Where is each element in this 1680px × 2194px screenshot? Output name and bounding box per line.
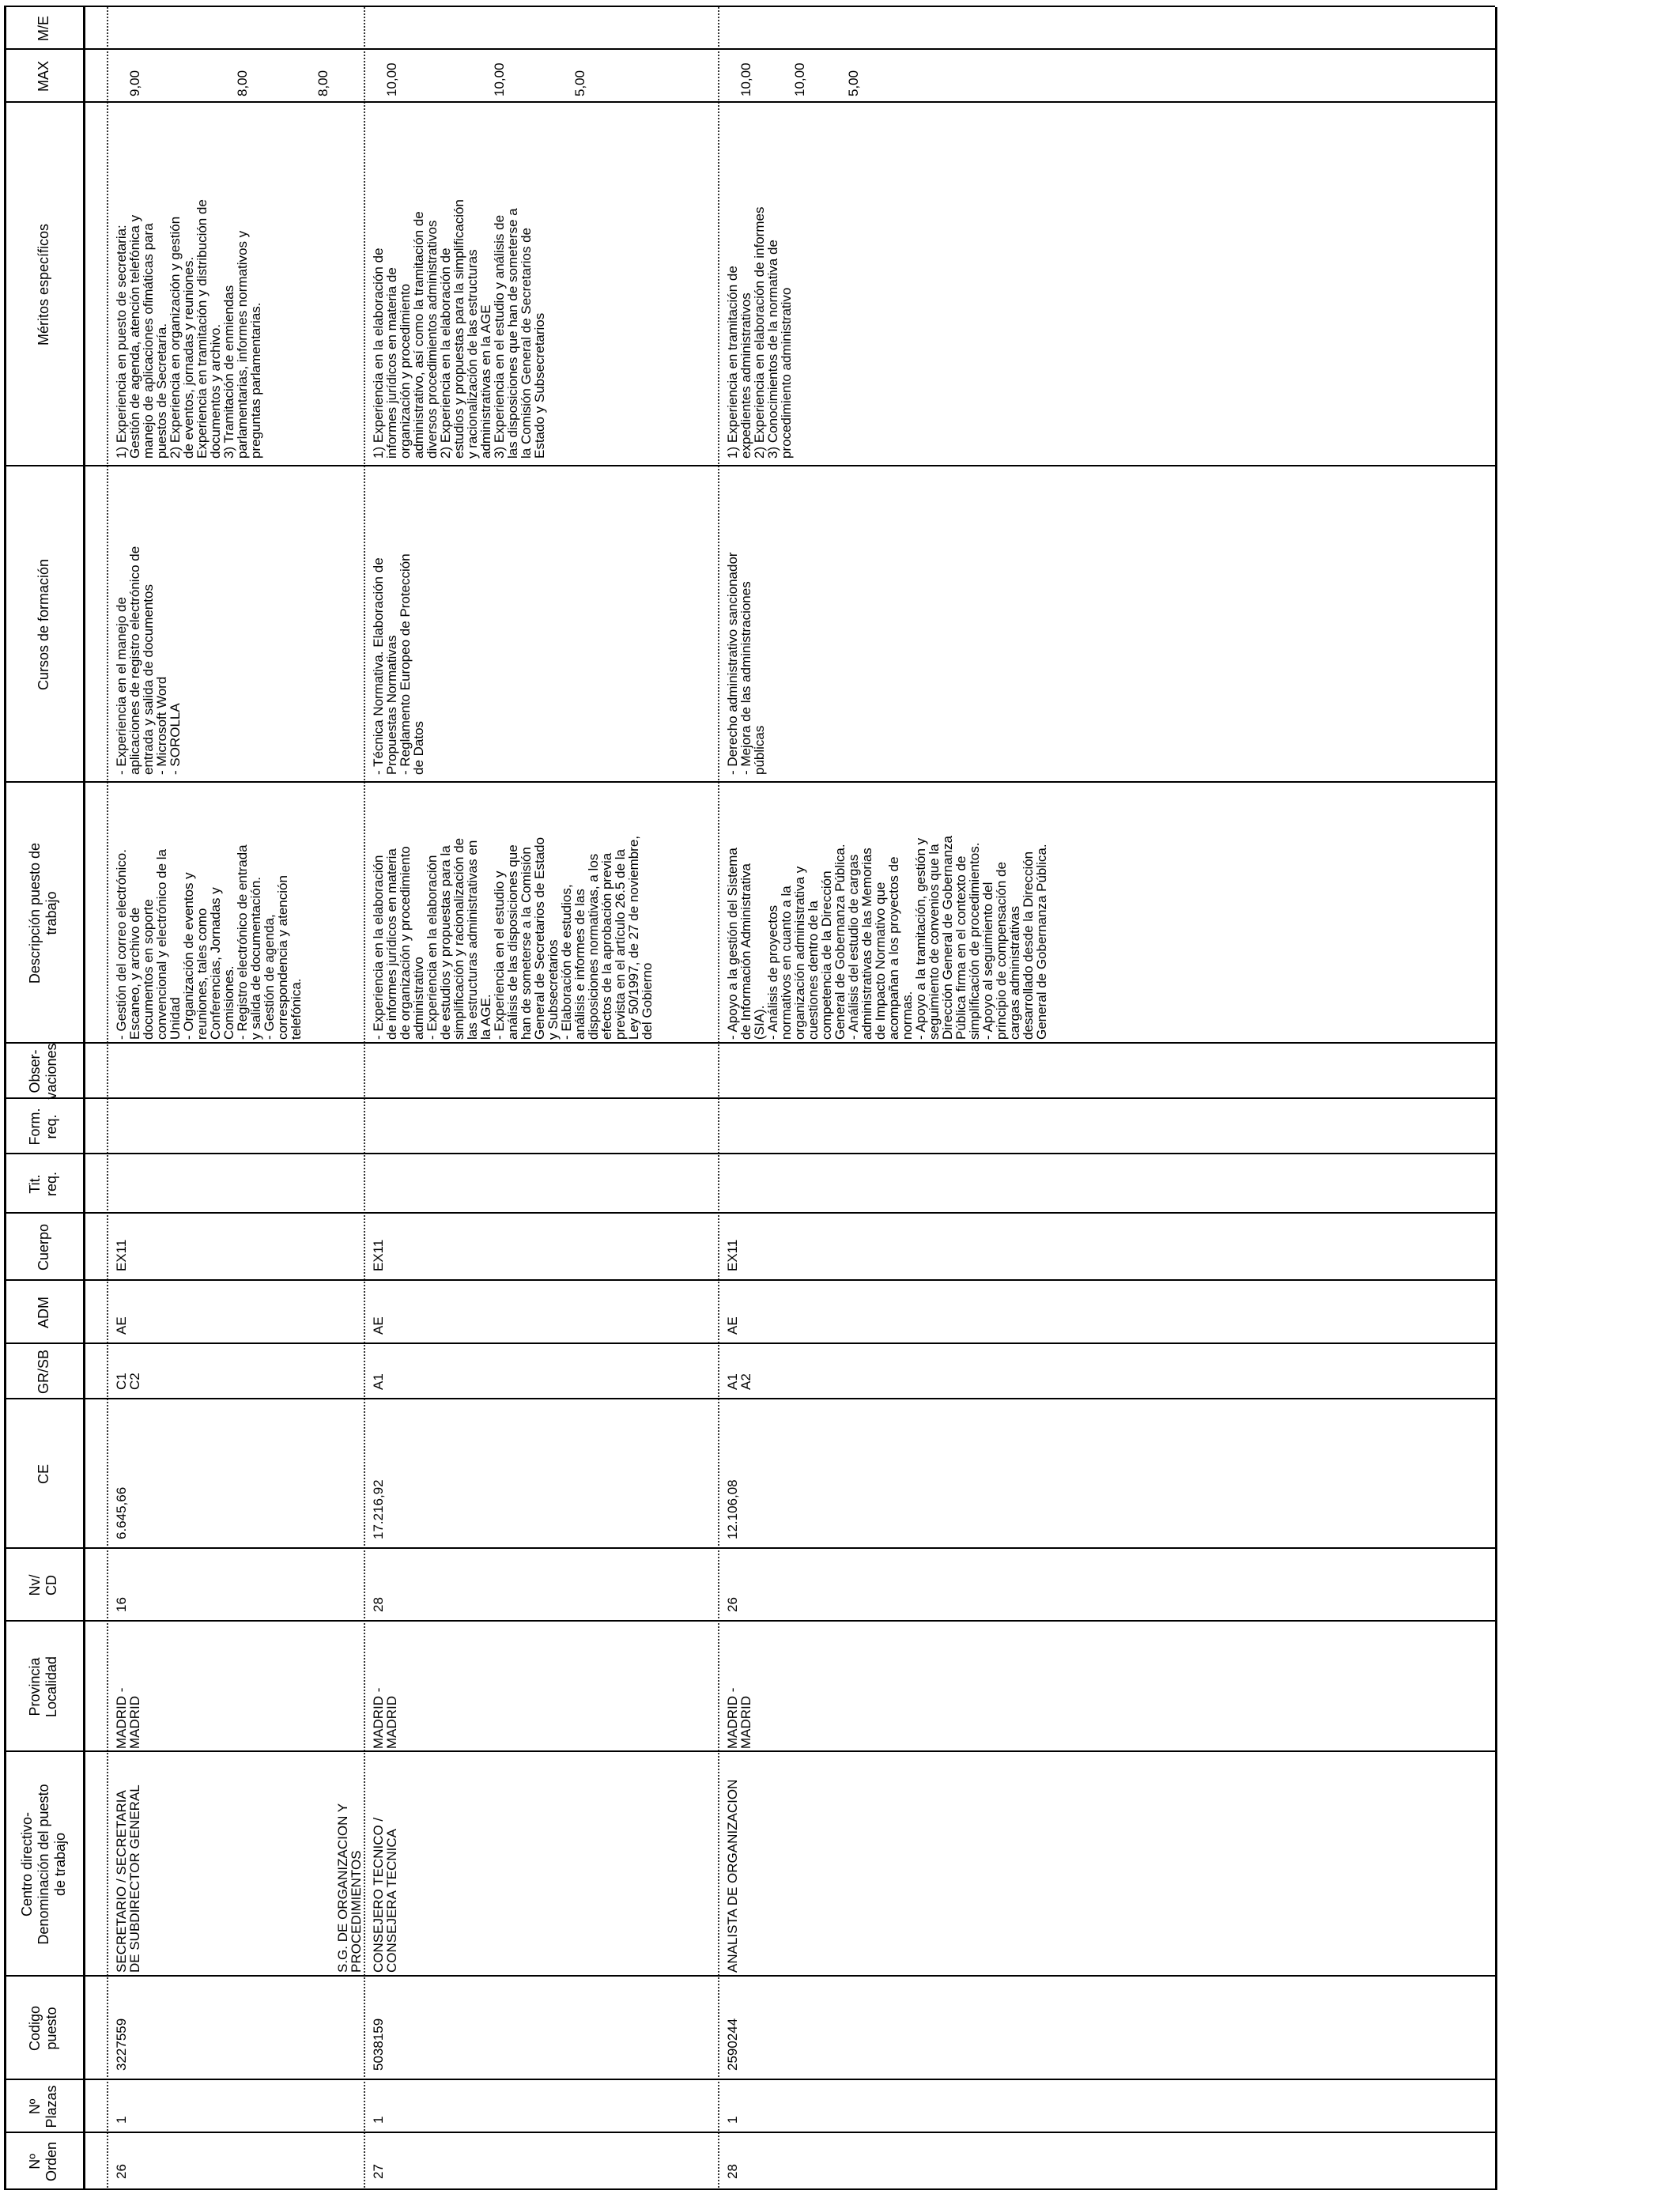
- plazas-value: 1: [114, 2116, 129, 2124]
- codigo-value: 3227559: [114, 2018, 129, 2071]
- header-me: [4, 7, 83, 50]
- col-border: [4, 1620, 1495, 1622]
- provincia-value: MADRID - MADRID: [725, 1687, 753, 1749]
- header-nivel: [4, 1549, 83, 1622]
- cuerpo-value: EX11: [725, 1239, 740, 1271]
- header-centro: [4, 1752, 83, 1977]
- ce-value: 17.216,92: [371, 1479, 386, 1539]
- adm-value: AE: [114, 1316, 129, 1335]
- header-orden: [4, 2133, 83, 2190]
- nivel-value: 28: [371, 1597, 386, 1612]
- grupo-value: C1 C2: [114, 1373, 142, 1390]
- orden-value: 26: [114, 2164, 129, 2179]
- header-adm: [4, 1281, 83, 1344]
- header-orden-label: Nº Orden: [27, 2141, 59, 2182]
- ce-value: 6.645,66: [114, 1486, 129, 1539]
- max-value: 10,00: [738, 62, 753, 96]
- plazas-value: 1: [725, 2116, 740, 2124]
- header-adm-label: ADM: [35, 1297, 51, 1328]
- meritos-value: 1) Experiencia en la elaboración de informes jurídicos en materia de organización y procedimiento administrativo, así como la tramitación de diversos procedimientos administrativos 2) Experiencia en la elaboración de estudios y propuestas para la simplificación y racionalización de las estructuras administrativas en la AGE 3) Experiencia en el estudio y análisis de las disposiciones que han de someterse a la Comisión General de Secretarios de Estado y Subsecretarios: [371, 199, 547, 459]
- col-border: [4, 1750, 1495, 1752]
- max-value: [546, 62, 560, 96]
- header-meritos: [4, 103, 83, 466]
- header-plazas: [4, 2080, 83, 2133]
- max-value: [519, 62, 533, 96]
- col-border: [4, 465, 1495, 466]
- orden-value: 28: [725, 2164, 740, 2179]
- header-centro-label: Centro directivo- Denominación del puesto de trabajo: [18, 1784, 68, 1945]
- col-border: [4, 1398, 1495, 1399]
- centro-value: SECRETARIO / SECRETARIA DE SUBDIRECTOR GENERAL: [114, 1784, 142, 1973]
- col-border: [4, 6, 1495, 7]
- header-meritos-label: Méritos específicos: [35, 223, 51, 346]
- header-plazas-label: Nº Plazas: [27, 2085, 59, 2128]
- max-value: [439, 62, 452, 96]
- provincia-value: MADRID - MADRID: [371, 1687, 399, 1749]
- header-grupo-label: GR/SB: [35, 1350, 51, 1395]
- header-titulacion-label: Tit. req.: [27, 1171, 59, 1197]
- header-grupo: [4, 1344, 83, 1399]
- descripcion-value: - Experiencia en la elaboración de informes jurídicos en materia de organización y procedimiento administrativo - Experiencia en la elaboración de estudios y propuestas para la simplificación y racionalización de las estructuras administrativas en la AGE. - Experiencia en el estudio y análisis de las disposiciones que han de someterse a la Comisión General de Secretarios de Estado y Subsecretarios - Elaboración de estudios, análisis e informes de las disposiciones normativas, a los efectos de la aprobación previa prevista en el artículo 26.5 de la Ley 50/1997, de 27 de noviembre, del Gobierno: [371, 835, 655, 1040]
- max-value-list: [372, 62, 600, 96]
- header-cursos-label: Cursos de formación: [35, 558, 51, 691]
- col-border: [4, 1342, 1495, 1344]
- nivel-value: 16: [114, 1597, 129, 1612]
- max-value: 10,00: [384, 62, 399, 96]
- header-cuerpo-label: Cuerpo: [35, 1223, 51, 1271]
- vacancy-table: [4, 7, 1495, 2190]
- col-border: [4, 1279, 1495, 1281]
- cursos-value: - Experiencia en el manejo de aplicaciones de registro electrónico de entrada y salida de documentos - Microsoft Word - SOROLLA: [114, 546, 183, 775]
- centro-value: CONSEJERO TECNICO / CONSEJERA TECNICA: [371, 1817, 399, 1973]
- header-descripcion: [4, 783, 83, 1044]
- codigo-value: 2590244: [725, 2018, 740, 2071]
- max-value: [820, 62, 833, 96]
- col-border: [4, 2079, 1495, 2080]
- provincia-value: MADRID - MADRID: [114, 1687, 142, 1749]
- max-value: [766, 62, 780, 96]
- header-provincia: [4, 1622, 83, 1752]
- max-value: 9,00: [127, 70, 142, 96]
- col-border: [4, 101, 1495, 103]
- max-value: [412, 62, 425, 96]
- col-border: [4, 2132, 1495, 2133]
- header-titulacion: [4, 1154, 83, 1214]
- adm-value: AE: [371, 1316, 386, 1335]
- header-nivel-label: Nv/ CD: [27, 1574, 59, 1596]
- col-border: [4, 1042, 1495, 1044]
- cuerpo-value: EX11: [371, 1239, 386, 1271]
- header-observaciones: [4, 1044, 83, 1099]
- meritos-value: 1) Experiencia en tramitación de expedientes administrativos 2) Experiencia en elaboración de informes 3) Conocimientos de la normativa de procedimiento administrativo: [725, 206, 794, 459]
- centro-unit-value: S.G. DE ORGANIZACION Y PROCEDIMIENTOS: [335, 1803, 364, 1973]
- header-descripcion-label: Descripción puesto de trabajo: [27, 842, 59, 984]
- max-value-list: [726, 62, 874, 96]
- col-border: [4, 1153, 1495, 1154]
- header-codigo: [4, 1977, 83, 2080]
- cursos-value: - Derecho administrativo sancionador - Mejora de las administraciones públicas: [725, 552, 767, 775]
- descripcion-value: - Gestión del correo electrónico. Escaneo, y archivo de documentos en soporte convencional y electrónico de la Unidad - Organización de eventos y reuniones, tales como Conferencias, Jornadas y Comisiones. - Registro electrónico de entrada y salida de documentación. - Gestión de agenda, correspondencia y atención telefónica.: [114, 844, 304, 1040]
- ce-value: 12.106,08: [725, 1479, 740, 1539]
- grupo-value: A1 A2: [725, 1373, 753, 1390]
- max-value: 5,00: [846, 70, 861, 96]
- cuerpo-value: EX11: [114, 1239, 129, 1271]
- header-me-label: M/E: [35, 16, 51, 42]
- max-value: [466, 62, 479, 96]
- header-observaciones-label: Obser- vaciones: [27, 1043, 59, 1100]
- header-formacion-label: Form. req.: [27, 1108, 59, 1146]
- max-value: [155, 70, 168, 96]
- max-value-list: [115, 70, 343, 96]
- header-provincia-label: Provincia Localidad: [27, 1656, 59, 1718]
- table-bottom-border: [1495, 7, 1497, 2190]
- orden-value: 27: [371, 2164, 386, 2179]
- col-border: [4, 1547, 1495, 1549]
- nivel-value: 26: [725, 1597, 740, 1612]
- plazas-value: 1: [371, 2116, 386, 2124]
- max-value: [289, 70, 303, 96]
- header-formacion: [4, 1099, 83, 1154]
- adm-value: AE: [725, 1316, 740, 1335]
- header-cuerpo: [4, 1214, 83, 1281]
- max-value: [182, 70, 195, 96]
- col-border: [4, 1212, 1495, 1214]
- col-border: [4, 2188, 1495, 2190]
- col-border: [4, 1975, 1495, 1977]
- max-value: 8,00: [235, 70, 250, 96]
- centro-value: ANALISTA DE ORGANIZACION: [725, 1779, 740, 1973]
- header-ce-label: CE: [35, 1464, 51, 1485]
- max-value: 8,00: [315, 70, 330, 96]
- grupo-value: A1: [371, 1373, 386, 1390]
- cursos-value: - Técnica Normativa. Elaboración de Propuestas Normativas - Reglamento Europeo de Protección de Datos: [371, 553, 426, 775]
- header-codigo-label: Codigo puesto: [27, 2005, 59, 2052]
- meritos-value: 1) Experiencia en puesto de secretaria: Gestión de agenda, atención telefónica y manejo de aplicaciones ofimáticas para puestos de Secretaría. 2) Experiencia en organización y gestión de eventos, jornadas y reuniones. Experiencia en tramitación y distribución de documentos y archivo. 3) Tramitación de enmiendas parlamentarias, informes normativos y preguntas parlamentarias.: [114, 199, 263, 459]
- header-max-label: MAX: [35, 61, 51, 93]
- max-value: 10,00: [792, 62, 807, 96]
- header-max: [4, 50, 83, 103]
- col-border: [4, 48, 1495, 50]
- header-cursos: [4, 466, 83, 783]
- descripcion-value: - Apoyo a la gestión del Sistema de Información Administrativa (SIA). - Análisis de proyectos normativos en cuanto a la organización administrativa y cuestiones dentro de la competencia de la Dirección General de Gobernanza Pública. - Análisis del estudio de cargas administrativas de las Memorias de Impacto Normativo que acompañan a los proyectos de normas. - Apoyo a la tramitación, gestión y seguimiento de convenios que la Dirección General de Gobernanza Pública firma en el contexto de simplificación de procedimientos. - Apoyo al seguimiento del principio de compensación de cargas administrativas desarrollado desde la Dirección General de Gobernanza Pública.: [725, 836, 1049, 1040]
- col-border: [4, 1097, 1495, 1099]
- max-value: 5,00: [572, 70, 587, 96]
- max-value: [209, 70, 222, 96]
- codigo-value: 5038159: [371, 2018, 386, 2071]
- max-value: [262, 70, 276, 96]
- header-ce: [4, 1399, 83, 1549]
- col-border: [4, 781, 1495, 783]
- max-value: 10,00: [492, 62, 507, 96]
